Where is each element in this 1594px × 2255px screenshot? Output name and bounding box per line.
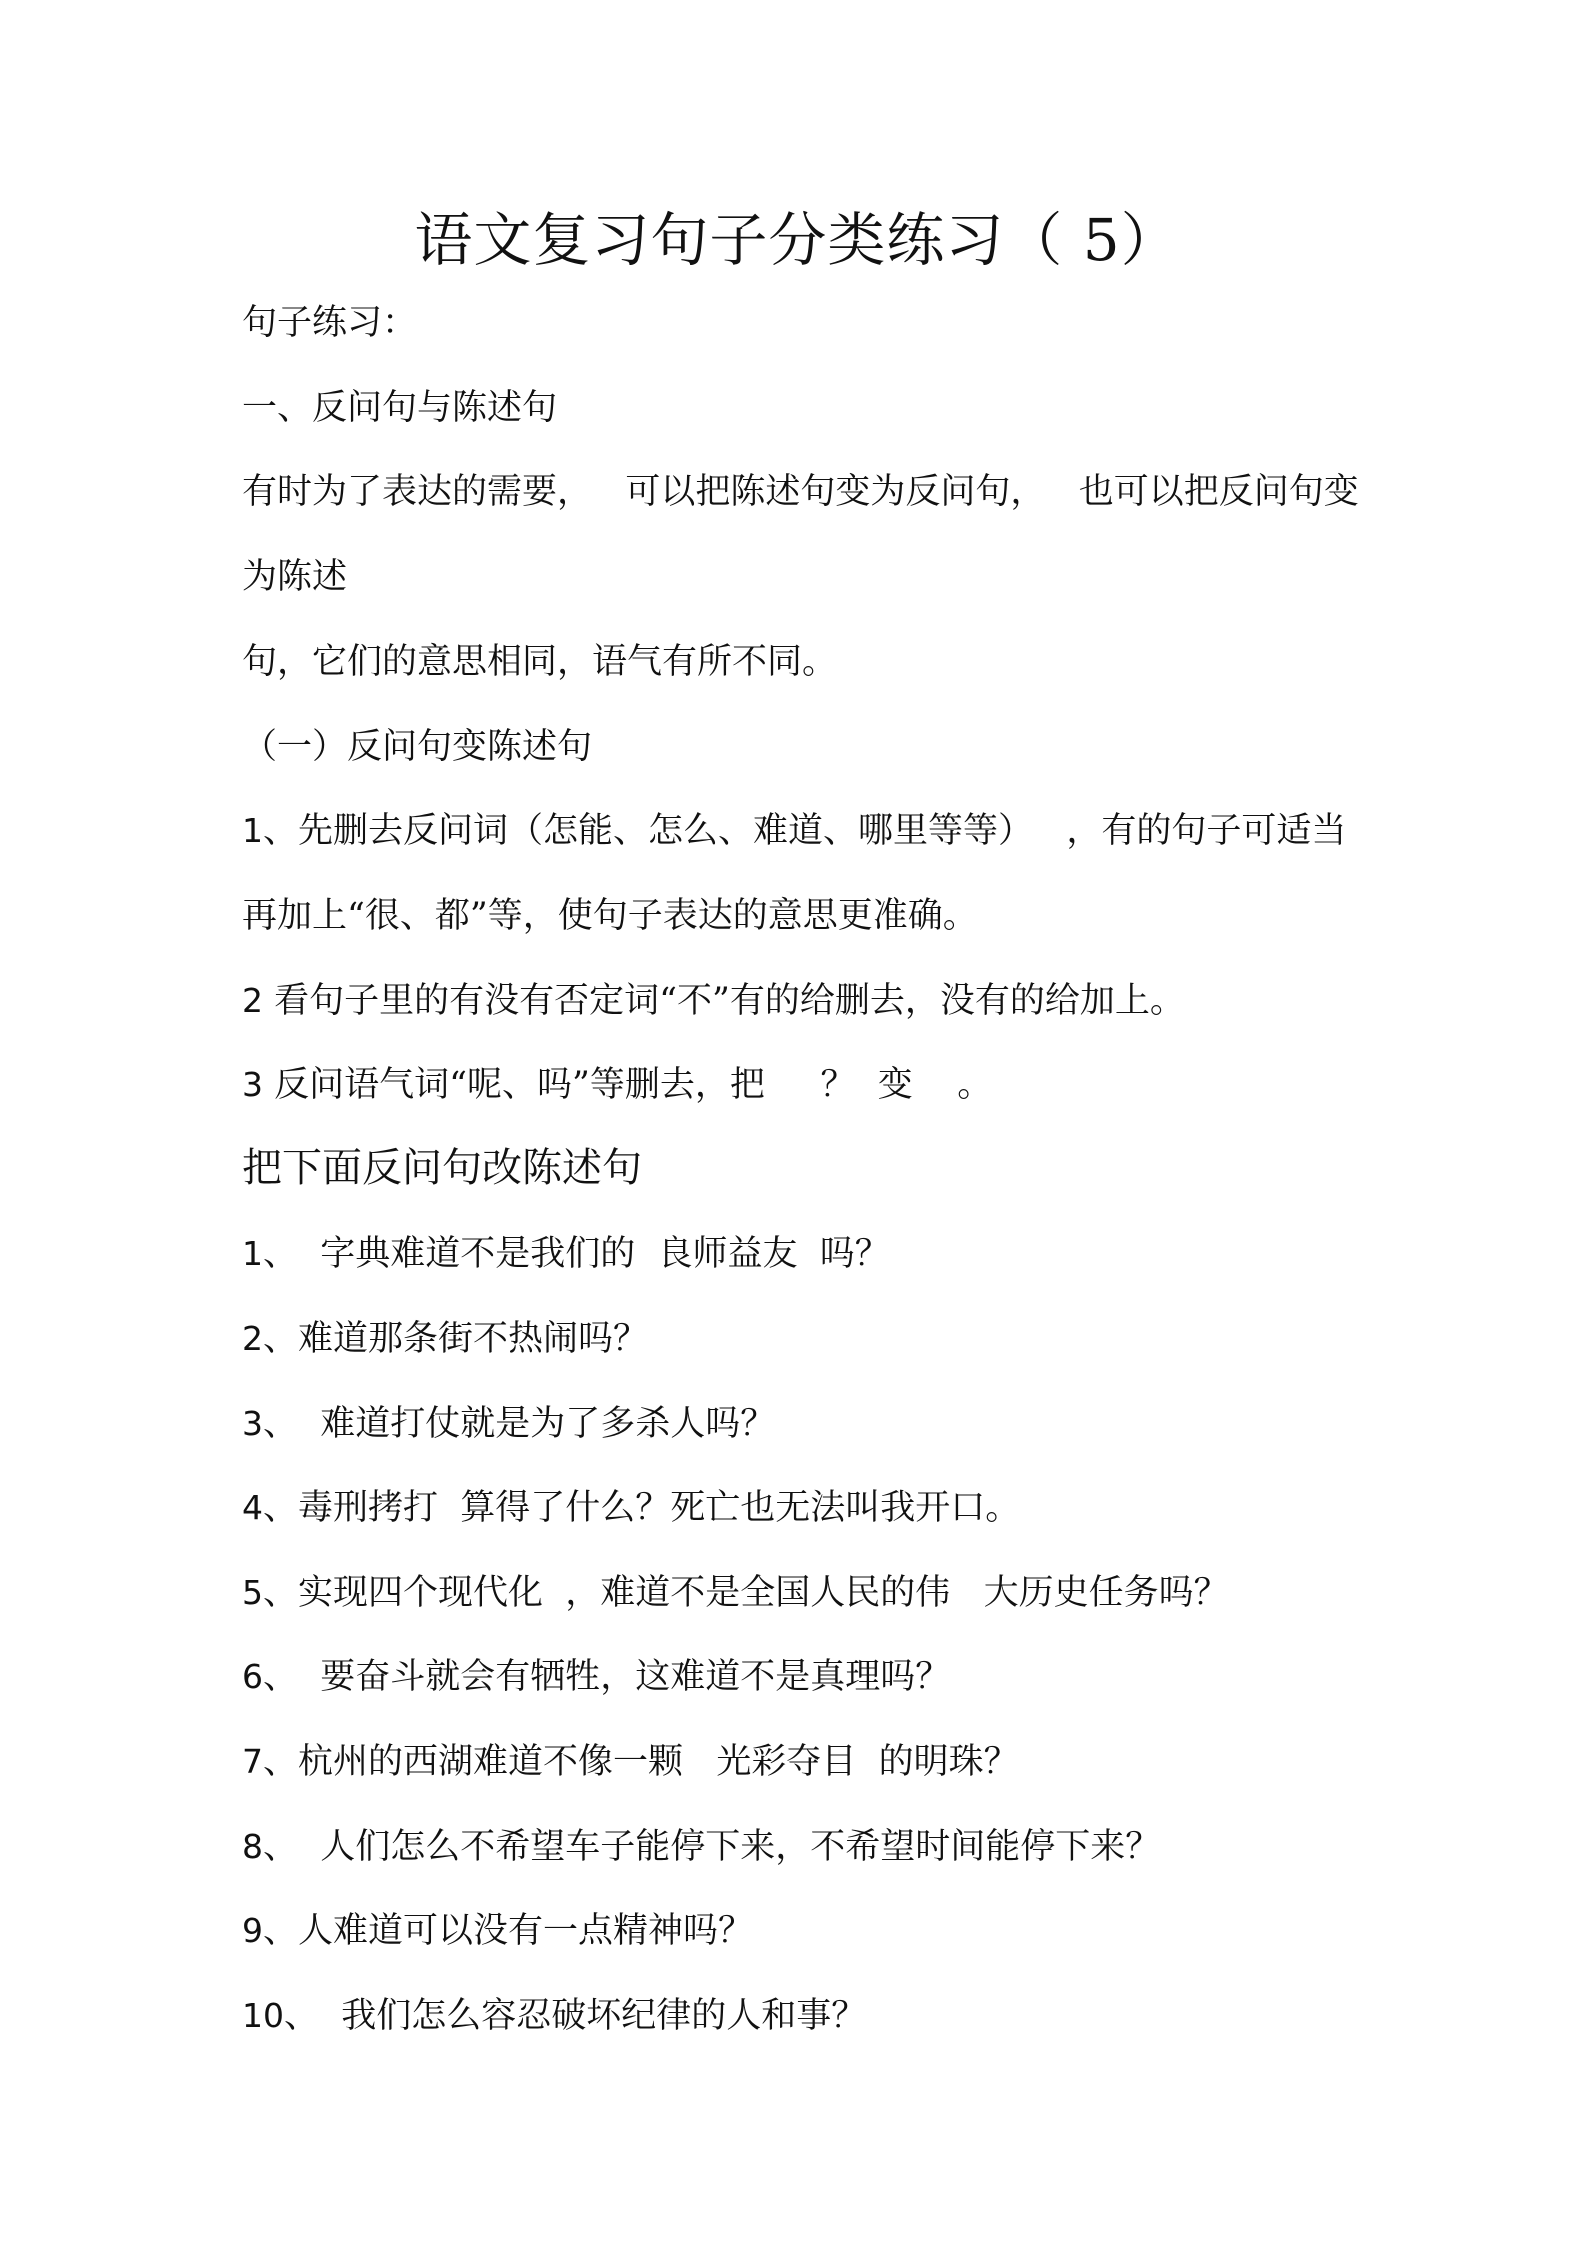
intro-paragraph-line-1: 有时为了表达的需要， 可以把陈述句变为反问句， 也可以把反问句变 — [242, 472, 1359, 512]
exercise-item-text: 、 难道打仗就是为了多杀人吗？ — [263, 1404, 776, 1444]
rule-2-text: 看句子里的有没有否定词“不”有的给删去，没有的给加上。 — [263, 981, 1185, 1021]
exercise-item-number: 3 — [242, 1404, 263, 1443]
exercise-item-text: 、杭州的西湖难道不像一颗 光彩夺目 的明珠？ — [263, 1742, 1019, 1782]
rule-3-number: 3 — [242, 1065, 263, 1104]
rule-1-line-2: 再加上“很、都”等，使句子表达的意思更准确。 — [242, 896, 978, 936]
rule-2 — [242, 976, 1185, 1026]
exercise-item — [242, 1399, 775, 1449]
exercise-item-number: 6 — [242, 1657, 263, 1696]
exercise-item-text: 、实现四个现代化 ，难道不是全国人民的伟 大历史任务吗？ — [263, 1573, 1229, 1613]
exercise-item — [242, 1737, 1019, 1787]
exercise-item — [242, 1822, 1160, 1872]
exercise-item — [242, 1229, 890, 1279]
document-title: 语文复习句子分类练习（ 5） — [414, 206, 1180, 274]
exercise-item-text: 、 要奋斗就会有牺牲，这难道不是真理吗？ — [263, 1657, 951, 1697]
exercise-item — [242, 1991, 866, 2041]
exercise-item-text: 、人难道可以没有一点精神吗？ — [263, 1911, 754, 1951]
exercise-item-text: 、毒刑拷打 算得了什么？死亡也无法叫我开口。 — [263, 1488, 1021, 1528]
exercise-item-number: 9 — [242, 1911, 263, 1950]
rule-3-text: 反问语气词“呢、吗”等删去，把 ？ 变 。 — [263, 1065, 993, 1105]
exercise-item — [242, 1652, 950, 1702]
exercise-item — [242, 1314, 648, 1364]
exercise-item — [242, 1906, 753, 1956]
exercise-item-number: 5 — [242, 1573, 263, 1612]
rule-2-number: 2 — [242, 981, 263, 1020]
exercise-item-number: 4 — [242, 1488, 263, 1527]
exercise-item-number: 1 — [242, 1234, 263, 1273]
exercise-item-number: 8 — [242, 1827, 263, 1866]
section-heading-rhetorical-declarative: 一、反问句与陈述句 — [242, 388, 558, 428]
rule-1-line-1 — [242, 806, 1346, 856]
exercise-item-number: 7 — [242, 1742, 263, 1781]
exercise-item-text: 、 人们怎么不希望车子能停下来，不希望时间能停下来？ — [263, 1827, 1161, 1867]
rule-1-number: 1 — [242, 811, 263, 850]
exercise-item-text: 、 字典难道不是我们的 良师益友 吗？ — [263, 1234, 890, 1274]
exercise-item-number: 10 — [242, 1996, 284, 2035]
subsection-heading: （一）反问句变陈述句 — [242, 727, 593, 767]
exercise-item-text: 、难道那条街不热闹吗？ — [263, 1319, 649, 1359]
exercise-item-text: 、 我们怎么容忍破坏纪律的人和事？ — [284, 1996, 867, 2036]
heading-sentence-practice: 句子练习： — [242, 303, 418, 343]
exercise-task-heading: 把下面反问句改陈述句 — [242, 1145, 642, 1191]
exercise-item — [242, 1483, 1020, 1533]
exercise-item — [242, 1568, 1229, 1618]
intro-paragraph-line-2: 为陈述 — [242, 557, 348, 597]
exercise-item-number: 2 — [242, 1319, 263, 1358]
rule-3 — [242, 1060, 992, 1110]
intro-paragraph-line-3: 句，它们的意思相同，语气有所不同。 — [242, 642, 838, 682]
rule-1-text: 、先删去反问词（怎能、怎么、难道、哪里等等） ，有的句子可适当 — [263, 811, 1347, 851]
